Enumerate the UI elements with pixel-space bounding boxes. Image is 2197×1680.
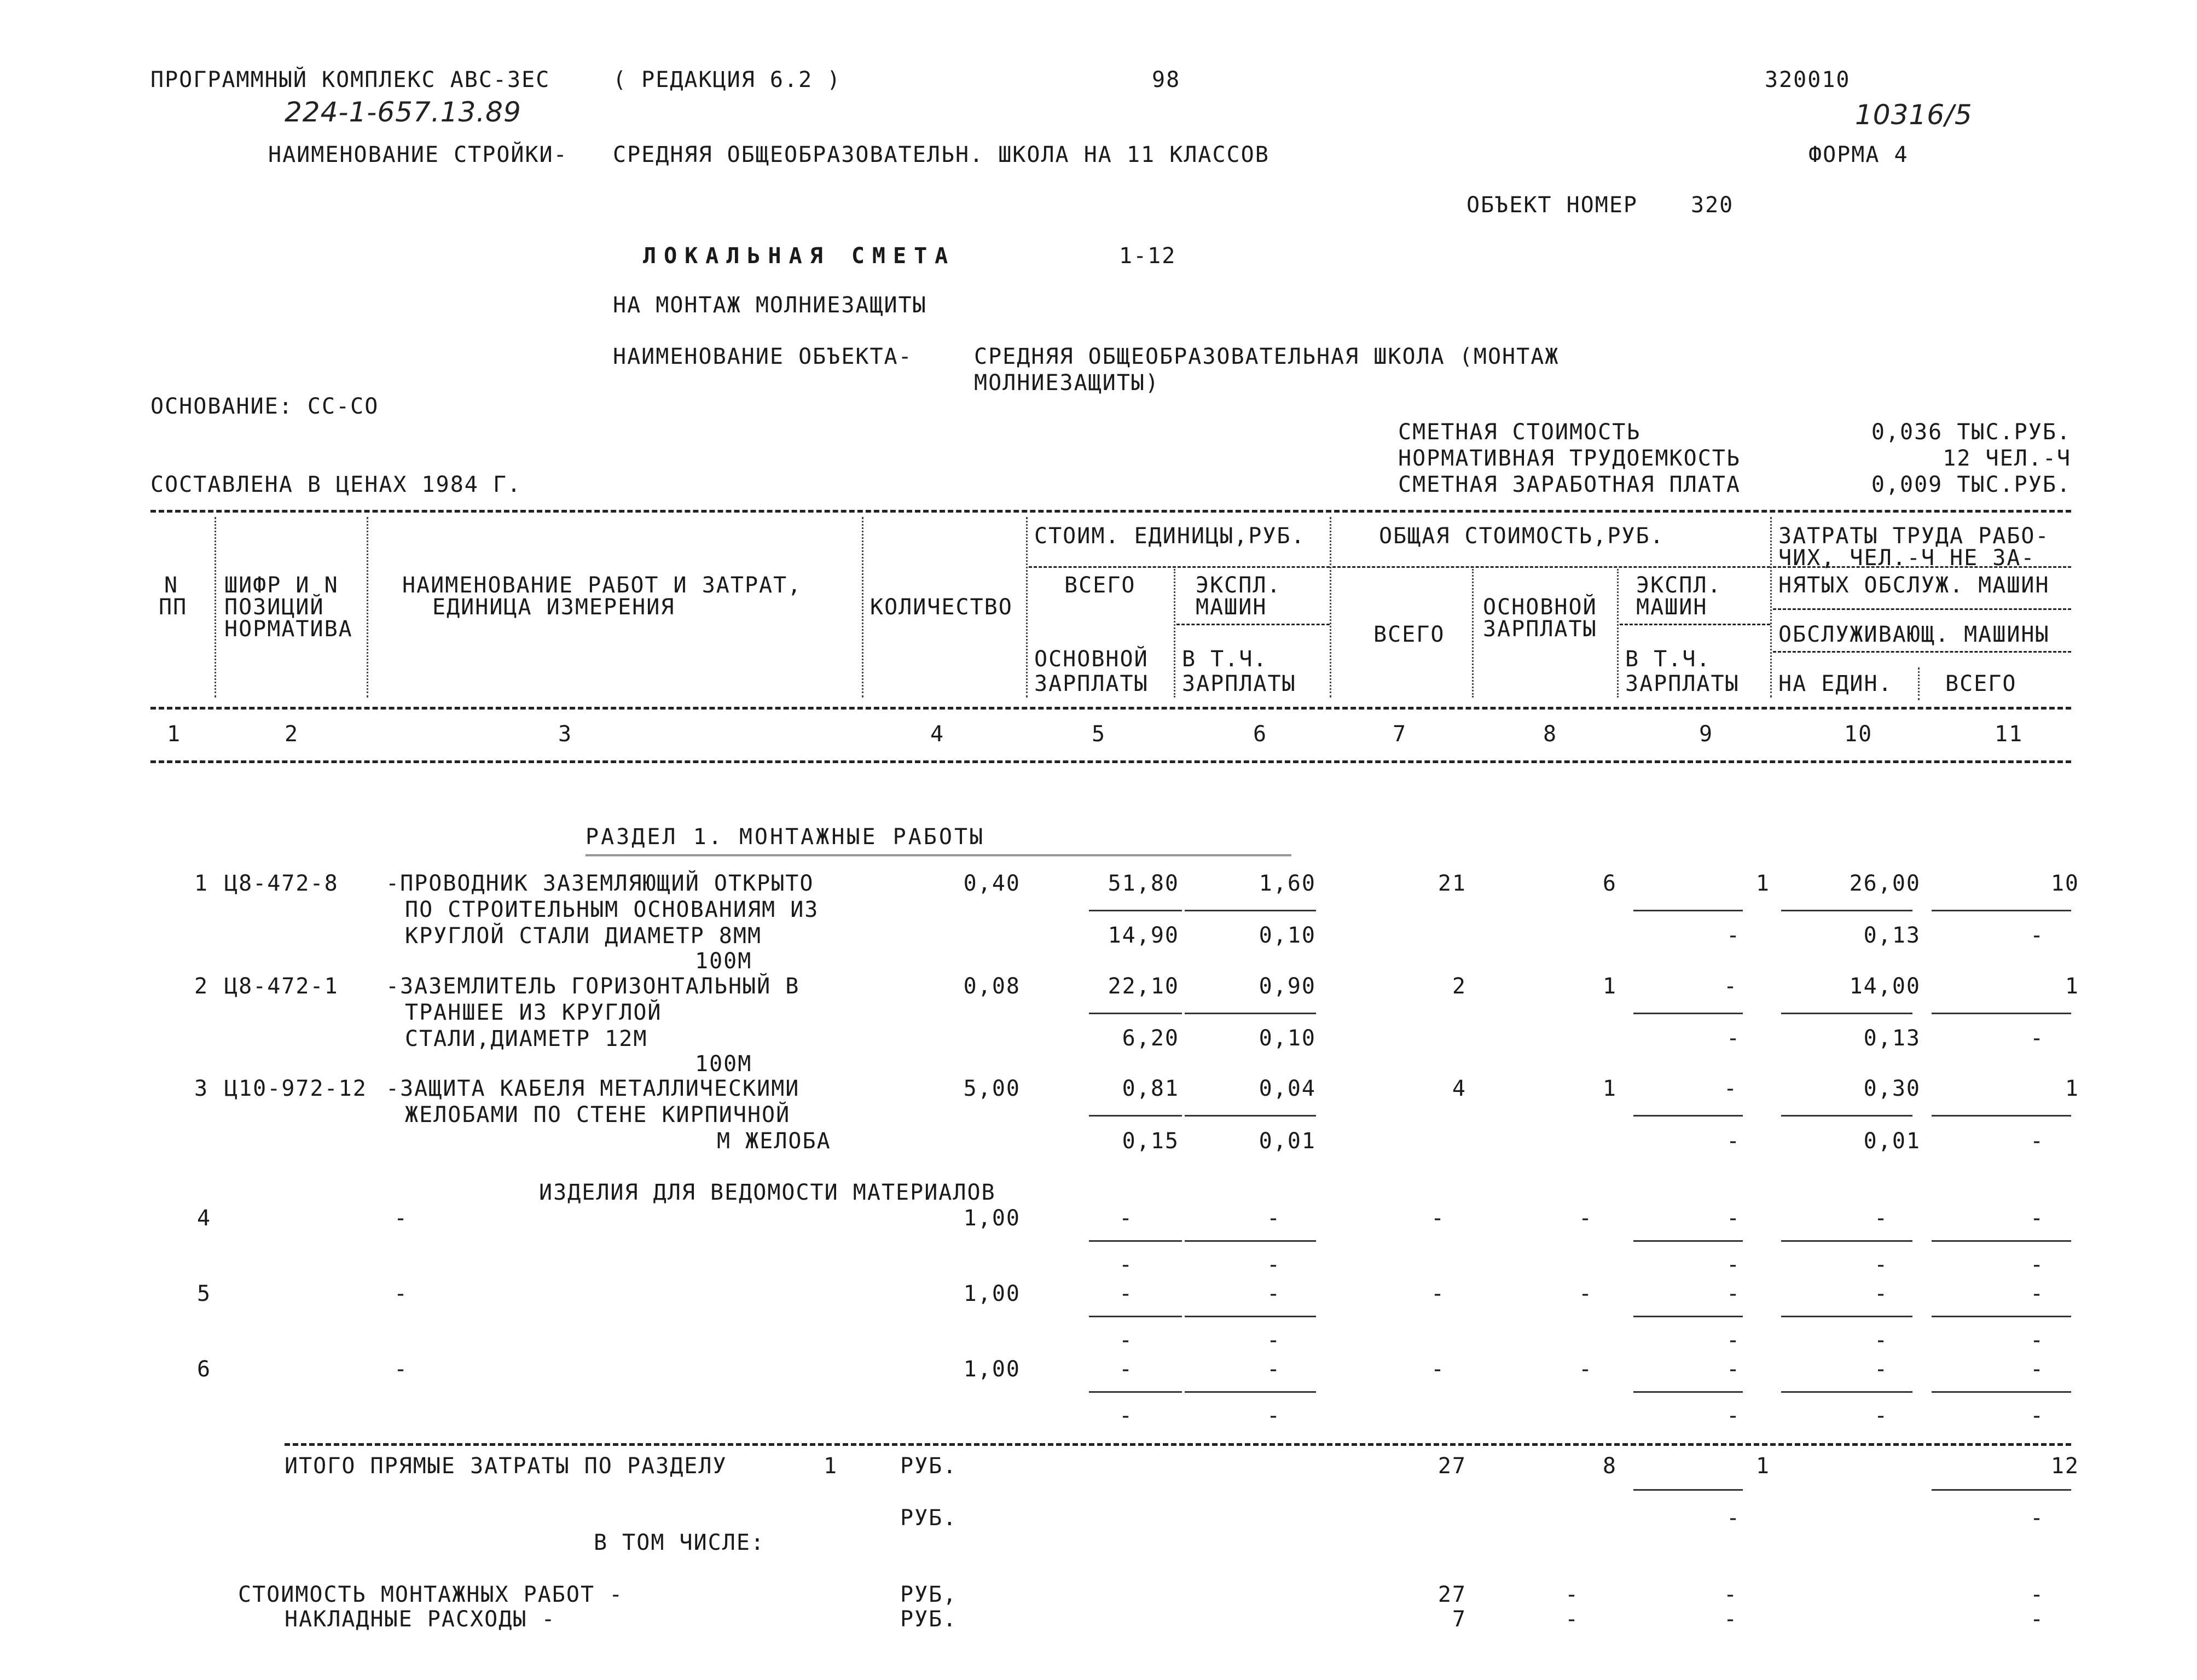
- price-basis: СОСТАВЛЕНА В ЦЕНАХ 1984 Г.: [150, 472, 522, 497]
- placeholder-dash: -: [1267, 1357, 1282, 1382]
- object-number: 320: [1691, 193, 1734, 218]
- column-separator: [1472, 569, 1474, 697]
- col-header-total-mach: ЭКСПЛ.: [1636, 573, 1722, 598]
- total-section-number: 1: [824, 1454, 838, 1479]
- row-name-line: КРУГЛОЙ СТАЛИ ДИАМЕТР 8ММ: [405, 923, 762, 949]
- placeholder-dash: -: [1579, 1281, 1593, 1306]
- total-incl-wage: -: [1726, 1129, 1741, 1154]
- fraction-line: [1633, 910, 1743, 911]
- fraction-line: [1089, 1115, 1182, 1117]
- placeholder-dash: -: [1874, 1252, 1889, 1277]
- row-code: -: [394, 1357, 409, 1382]
- placeholder-dash: -: [1579, 1357, 1593, 1382]
- column-separator: [1770, 517, 1772, 697]
- labor-service-total: -: [2030, 923, 2045, 948]
- placeholder-dash: -: [2030, 1328, 2045, 1353]
- col-header-n: N: [164, 573, 179, 598]
- unit-cost-base-wage: 0,15: [1122, 1129, 1179, 1154]
- total-all: 27: [1437, 1454, 1466, 1479]
- section-title-underline: [586, 854, 1291, 856]
- total-machines: -: [1724, 1076, 1738, 1101]
- row-quantity: 1,00: [963, 1281, 1021, 1306]
- table-header-rule: [150, 707, 2071, 710]
- placeholder-dash: -: [1579, 1206, 1593, 1231]
- basis: ОСНОВАНИЕ: СС-СО: [150, 394, 379, 419]
- labor-service-unit: 0,13: [1863, 1026, 1921, 1051]
- row-name-line: ЖЕЛОБАМИ ПО СТЕНЕ КИРПИЧНОЙ: [405, 1102, 791, 1127]
- fraction-line: [1089, 1240, 1182, 1242]
- overhead-machines: -: [1724, 1607, 1738, 1632]
- overhead-value: 7: [1452, 1607, 1466, 1632]
- col-header-total-cost: ОБЩАЯ СТОИМОСТЬ,РУБ.: [1379, 524, 1665, 549]
- labor-total: 1: [2065, 1076, 2079, 1101]
- fraction-line: [1932, 1489, 2071, 1491]
- edition: ( РЕДАКЦИЯ 6.2 ): [613, 67, 842, 92]
- placeholder-dash: -: [1119, 1252, 1134, 1277]
- col-header-labor-total: ВСЕГО: [1945, 671, 2017, 696]
- handwritten-reference-right: 10316/5: [1855, 99, 1973, 131]
- install-cost-machines: -: [1724, 1582, 1738, 1607]
- col-header-labor-unit: НА ЕДИН.: [1778, 671, 1893, 696]
- column-separator: [1174, 569, 1175, 697]
- fraction-line: [1185, 1391, 1316, 1393]
- total-label: ИТОГО ПРЯМЫЕ ЗАТРАТЫ ПО РАЗДЕЛУ: [285, 1454, 727, 1479]
- program-name: ПРОГРАММНЫЙ КОМПЛЕКС АВС-3ЕС: [150, 67, 550, 92]
- fraction-line: [1185, 1115, 1316, 1117]
- page-number: 98: [1152, 67, 1181, 92]
- row-name-line: -ЗАЗЕМЛИТЕЛЬ ГОРИЗОНТАЛЬНЫЙ В: [386, 974, 800, 999]
- col-header-unit-mach: МАШИН: [1196, 595, 1267, 620]
- total-incl-wage: -: [1726, 1026, 1741, 1051]
- column-separator: [215, 517, 216, 697]
- materials-title: ИЗДЕЛИЯ ДЛЯ ВЕДОМОСТИ МАТЕРИАЛОВ: [539, 1180, 996, 1205]
- header-subrule: [1176, 624, 1330, 625]
- col-header-unit-incl: В Т.Ч.: [1182, 647, 1268, 672]
- placeholder-dash: -: [1726, 1252, 1741, 1277]
- row-name-line: -ПРОВОДНИК ЗАЗЕМЛЯЮЩИЙ ОТКРЫТО: [386, 871, 814, 896]
- labor-unit: 26,00: [1849, 871, 1921, 896]
- placeholder-dash: -: [1726, 1328, 1741, 1353]
- row-name-line: СТАЛИ,ДИАМЕТР 12М: [405, 1026, 648, 1051]
- total-unit-wage: РУБ.: [900, 1505, 958, 1531]
- row-number: 1: [194, 871, 209, 896]
- total-base-wage: 8: [1602, 1454, 1617, 1479]
- overhead-label: НАКЛАДНЫЕ РАСХОДЫ -: [285, 1607, 556, 1632]
- col-header-unit-base: ОСНОВНОЙ: [1034, 647, 1149, 672]
- placeholder-dash: -: [1119, 1206, 1134, 1231]
- fraction-line: [1633, 1013, 1743, 1014]
- column-separator: [367, 517, 368, 697]
- total-cost: 2: [1452, 974, 1466, 999]
- total-incl-wage: -: [1726, 923, 1741, 948]
- col-header-unit-cost: СТОИМ. ЕДИНИЦЫ,РУБ.: [1034, 524, 1306, 549]
- document-number: 1-12: [1119, 243, 1176, 269]
- column-separator: [1330, 517, 1331, 697]
- col-header-code: ШИФР И N: [224, 573, 339, 598]
- column-separator: [862, 517, 863, 697]
- unit-cost-base-wage: 14,90: [1108, 923, 1179, 948]
- row-name-line: -ЗАЩИТА КАБЕЛЯ МЕТАЛЛИЧЕСКИМИ: [386, 1076, 800, 1101]
- form-number: ФОРМА 4: [1808, 142, 1909, 167]
- labor-unit: 0,30: [1863, 1076, 1921, 1101]
- col-header-unit-incl: ЗАРПЛАТЫ: [1182, 671, 1296, 696]
- row-number: 4: [197, 1206, 212, 1231]
- total-machines: 1: [1755, 1454, 1770, 1479]
- unit-cost-incl-wage: 0,10: [1259, 923, 1316, 948]
- header-subrule: [1332, 566, 1770, 568]
- column-number: 8: [1543, 722, 1558, 747]
- labor-total: 1: [2065, 974, 2079, 999]
- col-header-total-mach: МАШИН: [1636, 595, 1708, 620]
- document-title: ЛОКАЛЬНАЯ СМЕТА: [643, 243, 956, 269]
- placeholder-dash: -: [1119, 1357, 1134, 1382]
- total-base-wage: 6: [1602, 871, 1617, 896]
- fraction-line: [1633, 1316, 1743, 1317]
- row-code: -: [394, 1206, 409, 1231]
- total-labor: 12: [2050, 1454, 2079, 1479]
- summary-value-cost: 0,036 ТЫС.РУБ.: [1871, 420, 2071, 445]
- fraction-line: [1185, 1013, 1316, 1014]
- fraction-line: [1633, 1115, 1743, 1117]
- col-header-total-incl: В Т.Ч.: [1625, 647, 1711, 672]
- fraction-line: [1781, 1240, 1912, 1242]
- placeholder-dash: -: [1431, 1357, 1446, 1382]
- fraction-line: [1185, 910, 1316, 911]
- col-header-labor: ЧИХ, ЧЕЛ.-Ч НЕ ЗА-: [1778, 545, 2036, 571]
- placeholder-dash: -: [1267, 1403, 1282, 1428]
- column-number: 5: [1092, 722, 1106, 747]
- column-number: 1: [167, 722, 182, 747]
- total-machines: 1: [1755, 871, 1770, 896]
- placeholder-dash: -: [2030, 1357, 2045, 1382]
- column-number: 9: [1699, 722, 1714, 747]
- col-header-code: ПОЗИЦИЙ: [224, 595, 324, 620]
- row-code: Ц10-972-12: [224, 1076, 367, 1101]
- table-header-bottom-rule: [150, 760, 2071, 763]
- fraction-line: [1089, 1316, 1182, 1317]
- fraction-line: [1089, 1391, 1182, 1393]
- header-subrule: [1029, 566, 1330, 568]
- col-header-name: ЕДИНИЦА ИЗМЕРЕНИЯ: [432, 595, 675, 620]
- fraction-line: [1089, 910, 1182, 911]
- unit-cost-machines: 0,04: [1259, 1076, 1316, 1101]
- placeholder-dash: -: [2030, 1403, 2045, 1428]
- row-number: 6: [197, 1357, 212, 1382]
- row-unit: М ЖЕЛОБА: [717, 1129, 831, 1154]
- total-cost: 21: [1437, 871, 1466, 896]
- summary-value-labor: 12 ЧЕЛ.-Ч: [1943, 446, 2071, 471]
- total-incl-wage: -: [1726, 1505, 1741, 1531]
- col-header-n: ПП: [159, 595, 188, 620]
- col-header-unit-total: ВСЕГО: [1064, 573, 1136, 598]
- row-number: 5: [197, 1281, 212, 1306]
- document-code: 320010: [1765, 67, 1851, 92]
- total-unit: РУБ.: [900, 1454, 958, 1479]
- summary-label-wage: СМЕТНАЯ ЗАРАБОТНАЯ ПЛАТА: [1398, 472, 1741, 497]
- row-quantity: 0,08: [963, 974, 1021, 999]
- placeholder-dash: -: [1119, 1281, 1134, 1306]
- object-name-line2: МОЛНИЕЗАЩИТЫ): [974, 370, 1160, 396]
- install-cost-base-wage: -: [1565, 1582, 1580, 1607]
- overhead-labor: -: [2030, 1607, 2045, 1632]
- handwritten-reference-left: 224-1-657.13.89: [285, 96, 521, 128]
- placeholder-dash: -: [1726, 1206, 1741, 1231]
- labor-total: 10: [2050, 871, 2079, 896]
- column-number: 4: [930, 722, 945, 747]
- row-number: 2: [194, 974, 209, 999]
- row-quantity: 1,00: [963, 1357, 1021, 1382]
- col-header-name: НАИМЕНОВАНИЕ РАБОТ И ЗАТРАТ,: [402, 573, 802, 598]
- construction-label: НАИМЕНОВАНИЕ СТРОЙКИ-: [268, 142, 568, 167]
- fraction-line: [1781, 910, 1912, 911]
- totals-separator: [285, 1443, 2071, 1446]
- fraction-line: [1932, 1013, 2071, 1014]
- placeholder-dash: -: [1874, 1328, 1889, 1353]
- unit-cost-total: 51,80: [1108, 871, 1179, 896]
- col-header-total-base: ЗАРПЛАТЫ: [1483, 617, 1597, 642]
- section-title: РАЗДЕЛ 1. МОНТАЖНЫЕ РАБОТЫ: [586, 824, 986, 850]
- col-header-total-all: ВСЕГО: [1373, 622, 1445, 647]
- col-header-total-incl: ЗАРПЛАТЫ: [1625, 671, 1740, 696]
- column-separator: [1918, 667, 1920, 700]
- row-quantity: 0,40: [963, 871, 1021, 896]
- fraction-line: [1932, 910, 2071, 911]
- unit-cost-total: 0,81: [1122, 1076, 1179, 1101]
- fraction-line: [1781, 1115, 1912, 1117]
- row-code: -: [394, 1281, 409, 1306]
- row-quantity: 1,00: [963, 1206, 1021, 1231]
- col-header-labor: НЯТЫХ ОБСЛУЖ. МАШИН: [1778, 573, 2050, 598]
- col-header-quantity: КОЛИЧЕСТВО: [870, 595, 1013, 620]
- column-number: 7: [1393, 722, 1407, 747]
- header-subrule: [1773, 608, 2071, 610]
- summary-label-cost: СМЕТНАЯ СТОИМОСТЬ: [1398, 420, 1641, 445]
- placeholder-dash: -: [1267, 1281, 1282, 1306]
- placeholder-dash: -: [2030, 1281, 2045, 1306]
- labor-service-unit: 0,13: [1863, 923, 1921, 948]
- total-labor-service: -: [2030, 1505, 2045, 1531]
- install-cost-labor: -: [2030, 1582, 2045, 1607]
- including-label: В ТОМ ЧИСЛЕ:: [594, 1530, 765, 1555]
- row-name-line: ПО СТРОИТЕЛЬНЫМ ОСНОВАНИЯМ ИЗ: [405, 897, 819, 922]
- row-quantity: 5,00: [963, 1076, 1021, 1101]
- fraction-line: [1185, 1316, 1316, 1317]
- labor-service-total: -: [2030, 1026, 2045, 1051]
- row-name-line: ТРАНШЕЕ ИЗ КРУГЛОЙ: [405, 1000, 662, 1025]
- header-subrule: [1773, 651, 2071, 653]
- col-header-total-base: ОСНОВНОЙ: [1483, 595, 1597, 620]
- install-cost-value: 27: [1437, 1582, 1466, 1607]
- fraction-line: [1932, 1391, 2071, 1393]
- header-subrule: [1620, 624, 1770, 625]
- placeholder-dash: -: [1267, 1206, 1282, 1231]
- fraction-line: [1932, 1316, 2071, 1317]
- placeholder-dash: -: [1874, 1281, 1889, 1306]
- summary-value-wage: 0,009 ТЫС.РУБ.: [1871, 472, 2071, 497]
- placeholder-dash: -: [1119, 1403, 1134, 1428]
- labor-service-total: -: [2030, 1129, 2045, 1154]
- row-number: 3: [194, 1076, 209, 1101]
- placeholder-dash: -: [1431, 1281, 1446, 1306]
- labor-service-unit: 0,01: [1863, 1129, 1921, 1154]
- fraction-line: [1932, 1240, 2071, 1242]
- object-label: ОБЪЕКТ НОМЕР: [1466, 193, 1638, 218]
- document-subject: НА МОНТАЖ МОЛНИЕЗАЩИТЫ: [613, 293, 927, 318]
- total-base-wage: 1: [1602, 1076, 1617, 1101]
- column-separator: [1026, 517, 1028, 697]
- fraction-line: [1633, 1489, 1743, 1491]
- unit-cost-machines: 0,90: [1259, 974, 1316, 999]
- placeholder-dash: -: [2030, 1206, 2045, 1231]
- object-name-label: НАИМЕНОВАНИЕ ОБЪЕКТА-: [613, 344, 913, 369]
- placeholder-dash: -: [1726, 1281, 1741, 1306]
- unit-cost-total: 22,10: [1108, 974, 1179, 999]
- total-cost: 4: [1452, 1076, 1466, 1101]
- fraction-line: [1089, 1013, 1182, 1014]
- placeholder-dash: -: [1726, 1357, 1741, 1382]
- fraction-line: [1781, 1013, 1912, 1014]
- column-number: 10: [1844, 722, 1873, 747]
- unit-cost-base-wage: 6,20: [1122, 1026, 1179, 1051]
- col-header-labor: ЗАТРАТЫ ТРУДА РАБО-: [1778, 524, 2050, 549]
- total-base-wage: 1: [1602, 974, 1617, 999]
- object-name-line1: СРЕДНЯЯ ОБЩЕОБРАЗОВАТЕЛЬНАЯ ШКОЛА (МОНТАЖ: [974, 344, 1560, 369]
- column-separator: [1617, 569, 1619, 697]
- unit-cost-machines: 1,60: [1259, 871, 1316, 896]
- summary-label-labor: НОРМАТИВНАЯ ТРУДОЕМКОСТЬ: [1398, 446, 1741, 471]
- placeholder-dash: -: [1431, 1206, 1446, 1231]
- placeholder-dash: -: [1874, 1206, 1889, 1231]
- table-top-rule: [150, 510, 2071, 513]
- fraction-line: [1185, 1240, 1316, 1242]
- construction-name: СРЕДНЯЯ ОБЩЕОБРАЗОВАТЕЛЬН. ШКОЛА НА 11 КЛАССОВ: [613, 142, 1269, 167]
- overhead-unit: РУБ.: [900, 1607, 958, 1632]
- col-header-labor-service: ОБСЛУЖИВАЮЩ. МАШИНЫ: [1778, 622, 2050, 647]
- placeholder-dash: -: [1874, 1357, 1889, 1382]
- placeholder-dash: -: [1119, 1328, 1134, 1353]
- column-number: 3: [558, 722, 573, 747]
- fraction-line: [1633, 1240, 1743, 1242]
- placeholder-dash: -: [1267, 1252, 1282, 1277]
- fraction-line: [1781, 1316, 1912, 1317]
- col-header-unit-mach: ЭКСПЛ.: [1196, 573, 1282, 598]
- column-number: 2: [285, 722, 299, 747]
- install-cost-unit: РУБ,: [900, 1582, 958, 1607]
- placeholder-dash: -: [1267, 1328, 1282, 1353]
- unit-cost-incl-wage: 0,10: [1259, 1026, 1316, 1051]
- row-code: Ц8-472-1: [224, 974, 339, 999]
- labor-unit: 14,00: [1849, 974, 1921, 999]
- unit-cost-incl-wage: 0,01: [1259, 1129, 1316, 1154]
- placeholder-dash: -: [1874, 1403, 1889, 1428]
- col-header-code: НОРМАТИВА: [224, 617, 353, 642]
- placeholder-dash: -: [1726, 1403, 1741, 1428]
- column-number: 11: [1995, 722, 2024, 747]
- install-cost-label: СТОИМОСТЬ МОНТАЖНЫХ РАБОТ -: [238, 1582, 624, 1607]
- fraction-line: [1781, 1391, 1912, 1393]
- total-machines: -: [1724, 974, 1738, 999]
- col-header-unit-base: ЗАРПЛАТЫ: [1034, 671, 1149, 696]
- row-unit: 100М: [695, 949, 752, 974]
- column-number: 6: [1253, 722, 1268, 747]
- overhead-base-wage: -: [1565, 1607, 1580, 1632]
- row-unit: 100М: [695, 1051, 752, 1077]
- fraction-line: [1932, 1115, 2071, 1117]
- placeholder-dash: -: [2030, 1252, 2045, 1277]
- row-code: Ц8-472-8: [224, 871, 339, 896]
- fraction-line: [1633, 1391, 1743, 1393]
